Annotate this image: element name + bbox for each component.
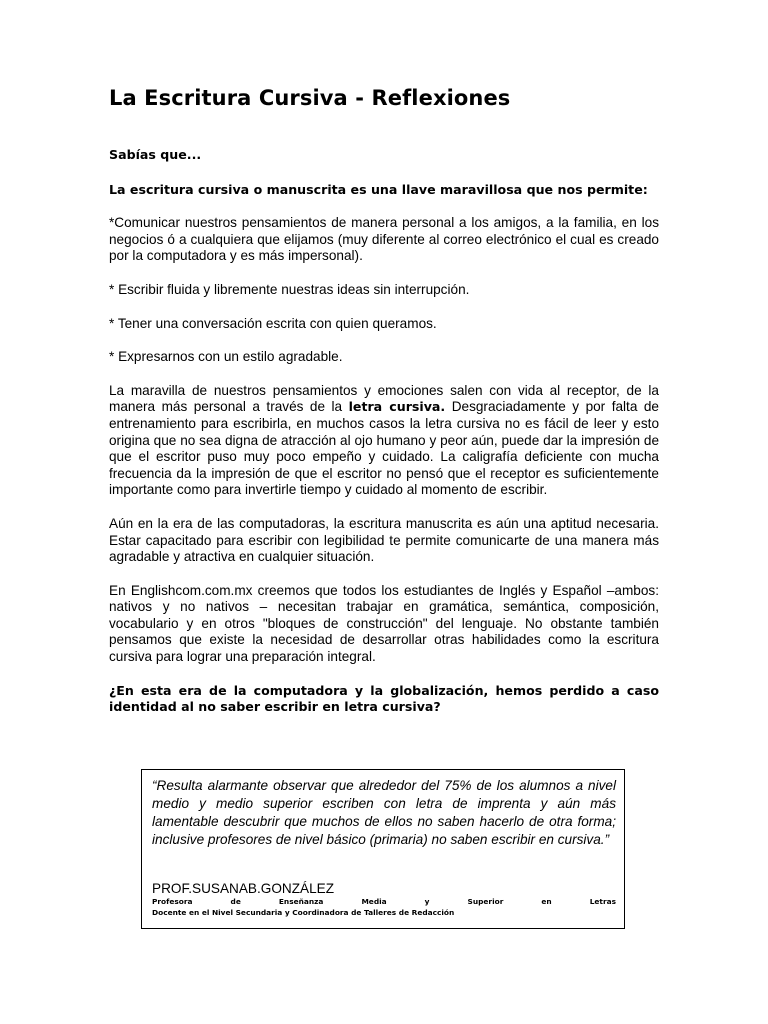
paragraph-computadoras: Aún en la era de las computadoras, la escritura manuscrita es aún una aptitud necesaria. Estar capacitado para escribir con legibilidad te permite comunicarte de una manera más agradable y atractiva en cualquier situación.	[109, 515, 659, 565]
document-title: La Escritura Cursiva - Reflexiones	[109, 86, 511, 110]
sabias-heading: Sabías que...	[109, 147, 202, 162]
bullet-item: * Escribir fluida y libremente nuestras ideas sin interrupción.	[109, 281, 470, 297]
paragraph-letra-cursiva	[109, 383, 659, 499]
quote-text: “Resulta alarmante observar que alrededor del 75% de los alumnos a nivel medio y medio superior escriben con letra de imprenta y aún más lamentable descubrir que muchos de ellos no saben hacerlo de otra forma; inclusive profesores de nivel básico (primaria) no saben escribir en cursiva.”	[152, 778, 616, 847]
emphasis-text: letra cursiva.	[348, 399, 446, 415]
document-body	[109, 147, 659, 733]
intro-paragraph: La escritura cursiva o manuscrita es una llave maravillosa que nos permite:	[109, 181, 648, 197]
bullet-item: *Comunicar nuestros pensamientos de manera personal a los amigos, a la familia, en los negocios ó a cualquiera que elijamos (muy diferente al correo electrónico el cual es creado por la computadora y es más impersonal).	[109, 215, 659, 264]
bullet-item: * Expresarnos con un estilo agradable.	[109, 349, 343, 365]
author-credential: Profesora de Enseñanza Media y Superior en Letras	[152, 897, 616, 906]
paragraph-englishcom: En Englishcom.com.mx creemos que todos los estudiantes de Inglés y Español –ambos: nativos y no nativos – necesitan trabajar en gramática, semántica, composición, vocabulario y en otros "bloques de construcción" del lenguaje. No obstante también pensamos que existe la necesidad de desarrollar otras habilidades como la escritura cursiva para lograr una preparación integral.	[109, 582, 659, 665]
paragraph-text: Desgraciadamente y por falta de entrenamiento para escribirla, en muchos casos la letra cursiva no es fácil de leer y esto origina que no sea digna de atracción al ojo humano y peor aún, puede dar la impresión de que el escritor puso muy poco empeño y cuidado. La caligrafía deficiente con mucha frecuencia da la impresión de que el escritor no pensó que el receptor es suficientemente importante como para invertirle tiempo y cuidado al momento de escribir.	[109, 399, 659, 498]
question-paragraph: ¿En esta era de la computadora y la globalización, hemos perdido a caso identidad al no saber escribir en letra cursiva?	[109, 682, 659, 715]
quote-box	[141, 769, 625, 929]
paragraph-text: La maravilla de nuestros pensamientos y emociones salen con vida al receptor, de la manera más personal a través de la	[109, 382, 659, 415]
bullet-item: * Tener una conversación escrita con quien queramos.	[109, 315, 437, 331]
author-credential: Docente en el Nivel Secundaria y Coordinadora de Talleres de Redacción	[152, 908, 455, 917]
quote-author: PROF.SUSANAB.GONZÁLEZ	[152, 881, 335, 896]
